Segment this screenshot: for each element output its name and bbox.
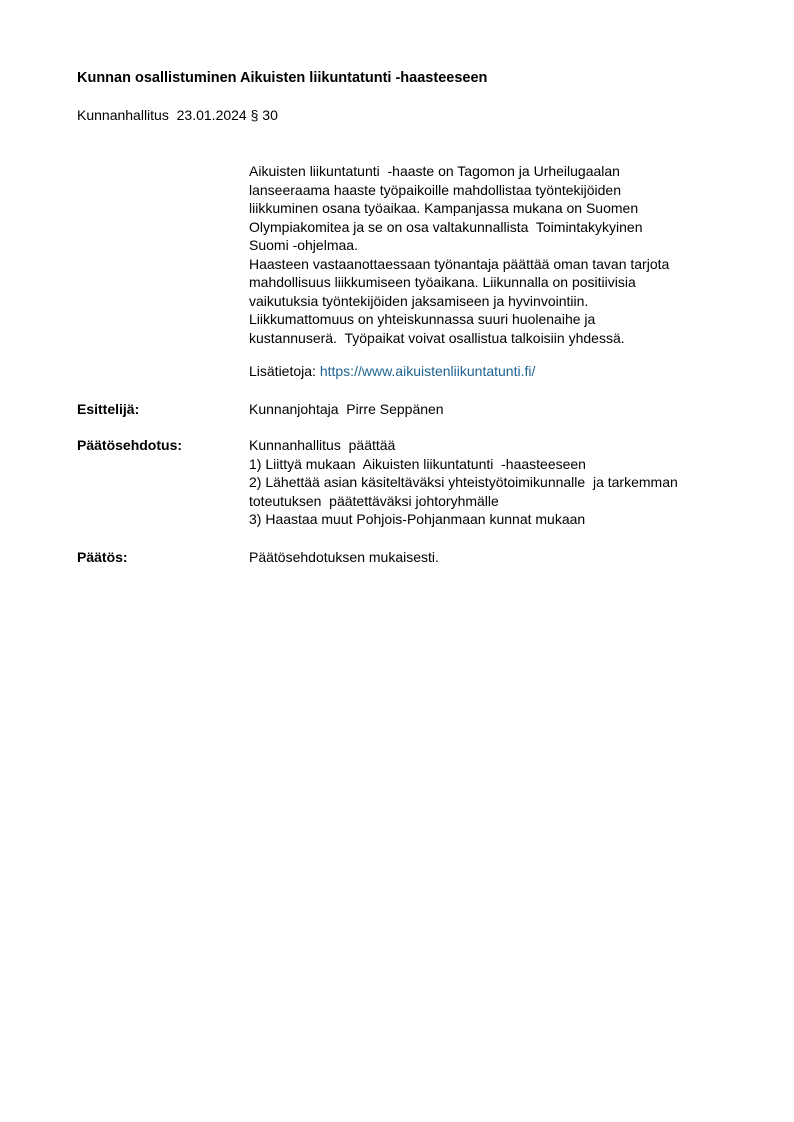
description-line: vaikutuksia työntekijöiden jaksamiseen ja hyvinvointiin. [249,292,589,309]
description-line: Haasteen vastaanottaessaan työnantaja päättää oman tavan tarjota [249,255,670,272]
proposal-line: 1) Liittyä mukaan Aikuisten liikuntatunti -haasteeseen [249,455,586,472]
description-line: Aikuisten liikuntatunti -haaste on Tagomon ja Urheilugaalan [249,163,620,179]
presenter-value: Kunnanjohtaja Pirre Seppänen [249,401,444,417]
description-line: Liikkumattomuus on yhteiskunnassa suuri huolenaihe ja [249,311,596,327]
presenter-label: Esittelijä: [77,401,140,417]
proposal-value [249,436,739,529]
description-line: lanseeraama haaste työpaikoille mahdollistaa työntekijöiden [249,181,622,198]
proposal-line: 2) Lähettää asian käsiteltäväksi yhteistyötoimikunnalle ja tarkemman [249,474,678,490]
meeting-date: 23.01.2024 [176,107,247,123]
proposal-line: toteutuksen päätettäväksi johtoryhmälle [249,492,499,509]
description-line: mahdollisuus liikkumiseen työaikana. Liikunnalla on positiivisia [249,274,636,290]
decision-label: Päätös: [77,549,128,565]
description-line: Olympiakomitea ja se on osa valtakunnallista Toimintakykyinen [249,218,643,235]
proposal-line: 3) Haastaa muut Pohjois-Pohjanmaan kunnat mukaan [249,511,586,527]
description [249,162,739,347]
document-title: Kunnan osallistuminen Aikuisten liikuntatunti -haasteeseen [77,70,488,86]
description-line: Suomi -ohjelmaa. [249,237,358,253]
decision-value: Päätösehdotuksen mukaisesti. [249,549,439,565]
description-line: liikkuminen osana työaikaa. Kampanjassa mukana on Suomen [249,200,639,216]
more-info-link[interactable]: https://www.aikuistenliikuntatunti.fi/ [319,363,536,379]
more-info [249,362,739,381]
meeting-reference [77,106,278,125]
more-info-label: Lisätietoja: [249,363,320,379]
meeting-body: Kunnanhallitus [77,107,169,123]
meeting-section: § 30 [250,107,278,123]
proposal-line: Kunnanhallitus päättää [249,437,396,453]
description-line: kustannuserä. Työpaikat voivat osallistua talkoisiin yhdessä. [249,329,625,346]
proposal-label: Päätösehdotus: [77,437,183,453]
